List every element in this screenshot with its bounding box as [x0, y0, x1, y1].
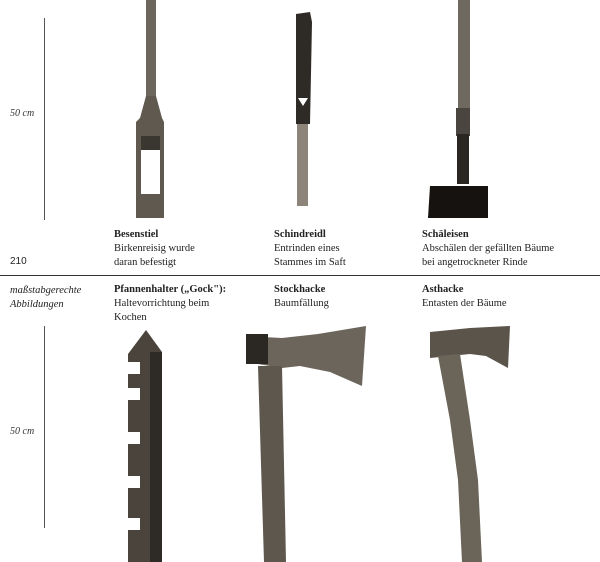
caption-desc-line2: daran befestigt [114, 257, 177, 268]
caption-title: Pfannenhalter („Gock"): [114, 284, 227, 295]
scale-label-top: 50 cm [10, 108, 35, 119]
caption-desc-line1: Entrinden eines [274, 243, 340, 254]
caption-title: Asthacke [422, 284, 464, 295]
scale-note-line2: Abbildungen [10, 299, 64, 310]
caption-schaeleisen [422, 228, 554, 270]
page-number: 210 [10, 256, 27, 267]
caption-desc-line2: Kochen [114, 312, 147, 323]
schaeleisen-illustration [428, 0, 488, 218]
scale-note-line1: maßstabgerechte [10, 285, 82, 296]
caption-asthacke [422, 283, 507, 311]
scale-label-bottom: 50 cm [10, 426, 35, 437]
pfannenhalter-illustration [128, 330, 162, 562]
caption-desc-line1: Abschälen der gefällten Bäume [422, 243, 555, 254]
caption-title: Schäleisen [422, 229, 469, 240]
caption-desc-line1: Baumfällung [274, 298, 329, 309]
caption-besenstiel [114, 228, 195, 270]
stockhacke-illustration [246, 326, 366, 562]
caption-desc-line1: Entasten der Bäume [422, 298, 507, 309]
besenstiel-illustration [136, 0, 164, 218]
caption-desc-line1: Birkenreisig wurde [114, 243, 195, 254]
caption-title: Schindreidl [274, 229, 326, 240]
caption-schindreidl [274, 228, 346, 270]
caption-desc-line2: Stammes im Saft [274, 257, 346, 268]
asthacke-illustration [430, 326, 510, 562]
schindreidl-illustration [296, 12, 312, 206]
caption-desc-line1: Haltevorrichtung beim [114, 298, 210, 309]
caption-pfannenhalter [114, 283, 226, 325]
caption-desc-line2: bei angetrockneter Rinde [422, 257, 528, 268]
caption-stockhacke [274, 283, 329, 311]
caption-title: Stockhacke [274, 284, 326, 295]
caption-title: Besenstiel [114, 229, 159, 240]
